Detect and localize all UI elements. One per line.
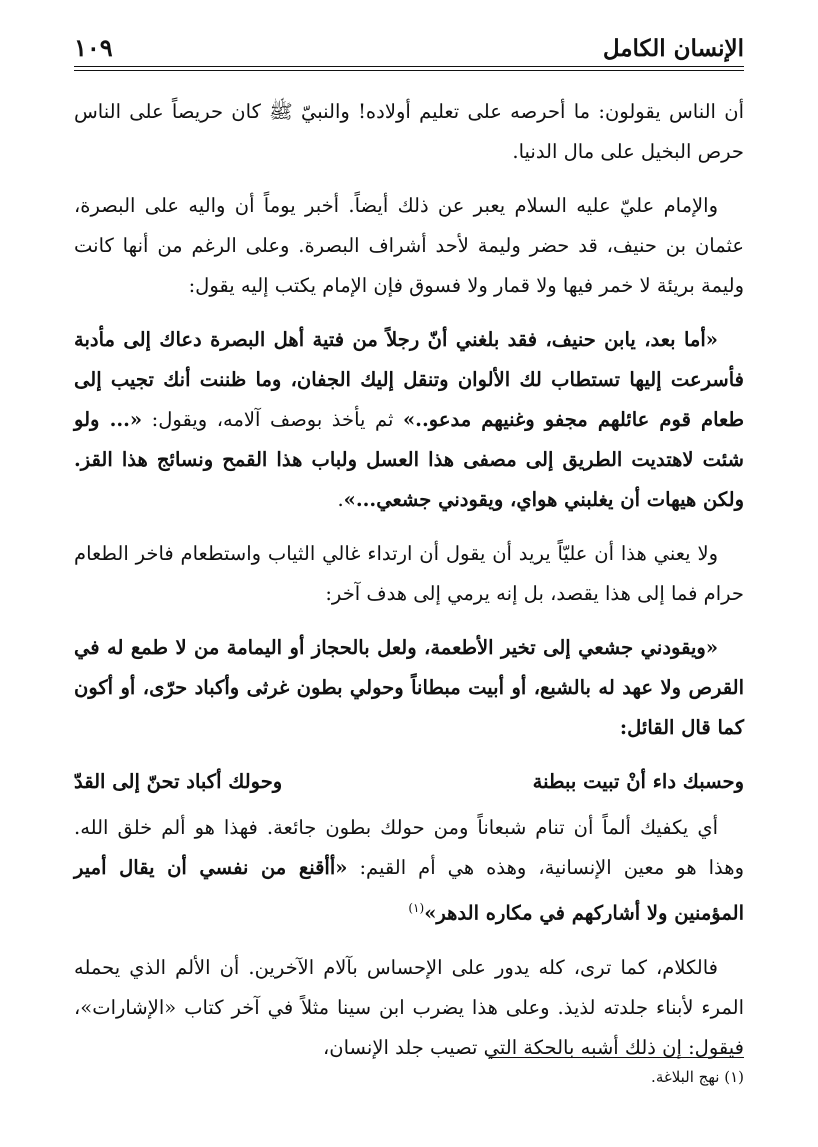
verse-second-hemistich: وحولك أكباد تحنّ إلى القدّ bbox=[74, 770, 283, 793]
poem-verse bbox=[74, 762, 744, 802]
paragraph-4: ولا يعني هذا أن عليّاً يريد أن يقول أن ارتداء غالي الثياب واستطعام فاخر الطعام حرام فما إلى هذا يقصد، بل إنه يرمي إلى هدف آخر: bbox=[74, 542, 744, 605]
page-number: ١٠٩ bbox=[74, 33, 113, 62]
header-rule-thin bbox=[74, 70, 744, 71]
paragraph-2: والإمام عليّ عليه السلام يعبر عن ذلك أيضاً. أخبر يوماً أن واليه على البصرة، عثمان بن حنيف، قد حضر وليمة لأحد أشراف البصرة. وعلى الرغم من أنها كانت وليمة بريئة لا خمر فيها ولا قمار ولا فسوق فإن الإمام يكتب إليه يقول: bbox=[74, 194, 744, 297]
paragraph-3-narration: ثم يأخذ بوصف آلامه، ويقول: bbox=[142, 408, 403, 431]
paragraph-5-quote: «ويقودني جشعي إلى تخير الأطعمة، ولعل بالحجاز أو اليمامة من لا طمع له في القرص ولا عهد له بالشبع، أو أبيت مبطاناً وحولي بطون غرثى وأكباد حرّى، أو أكون كما قال القائل: bbox=[74, 636, 744, 739]
footnote-rule bbox=[489, 1057, 744, 1058]
verse-first-hemistich: وحسبك داء أنْ تبيت ببطنة bbox=[532, 770, 744, 793]
footnote: (١) نهج البلاغة. bbox=[651, 1068, 744, 1086]
quote-letter-continuation: «... ولو شئت لاهتديت الطريق إلى مصفى هذا العسل ولباب هذا القمح ونسائج هذا القز. ولكن هيهات أن يغلبني هواي، ويقودني جشعي...» bbox=[74, 408, 744, 511]
paragraph-1: أن الناس يقولون: ما أحرصه على تعليم أولاده! والنبيّ ﷺ كان حريصاً على الناس حرص البخيل على مال الدنيا. bbox=[74, 100, 744, 163]
main-text bbox=[74, 92, 744, 1082]
paragraph-7: فالكلام، كما ترى، كله يدور على الإحساس بآلام الآخرين. أن الألم الذي يحمله المرء لأبناء جلدته لذيذ. وعلى هذا يضرب ابن سينا مثلاً في آخر كتاب «الإشارات»، فيقول: إن ذلك أشبه بالحكة التي تصيب جلد الإنسان، bbox=[74, 955, 744, 1059]
header-rule bbox=[74, 66, 744, 67]
paragraph-3-end: . bbox=[337, 488, 344, 511]
footnote-ref: (١) bbox=[408, 901, 425, 915]
running-title: الإنسان الكامل bbox=[602, 35, 744, 62]
paragraph-6 bbox=[74, 808, 744, 934]
quote-letter-opening: «أما بعد، يابن حنيف، فقد بلغني أنّ رجلاً من فتية أهل البصرة دعاك إلى مأدبة فأسرعت إليها تستطاب لك الألوان وتنقل إليك الجفان، وما ظننت أنك تجيب إلى طعام قوم عائلهم مجفو وغنيهم مدعو..» bbox=[74, 328, 744, 431]
paragraph-3 bbox=[74, 320, 744, 520]
paragraph-6-text: أي يكفيك ألماً أن تنام شبعاناً ومن حولك بطون جائعة. فهذا هو ألم خلق الله. وهذا هو معين الإنسانية، وهذه هي أم القيم: bbox=[74, 816, 744, 879]
quote-imam: «أأقنع من نفسي أن يقال أمير المؤمنين ولا أشاركهم في مكاره الدهر» bbox=[74, 856, 744, 925]
page-header bbox=[74, 26, 744, 62]
